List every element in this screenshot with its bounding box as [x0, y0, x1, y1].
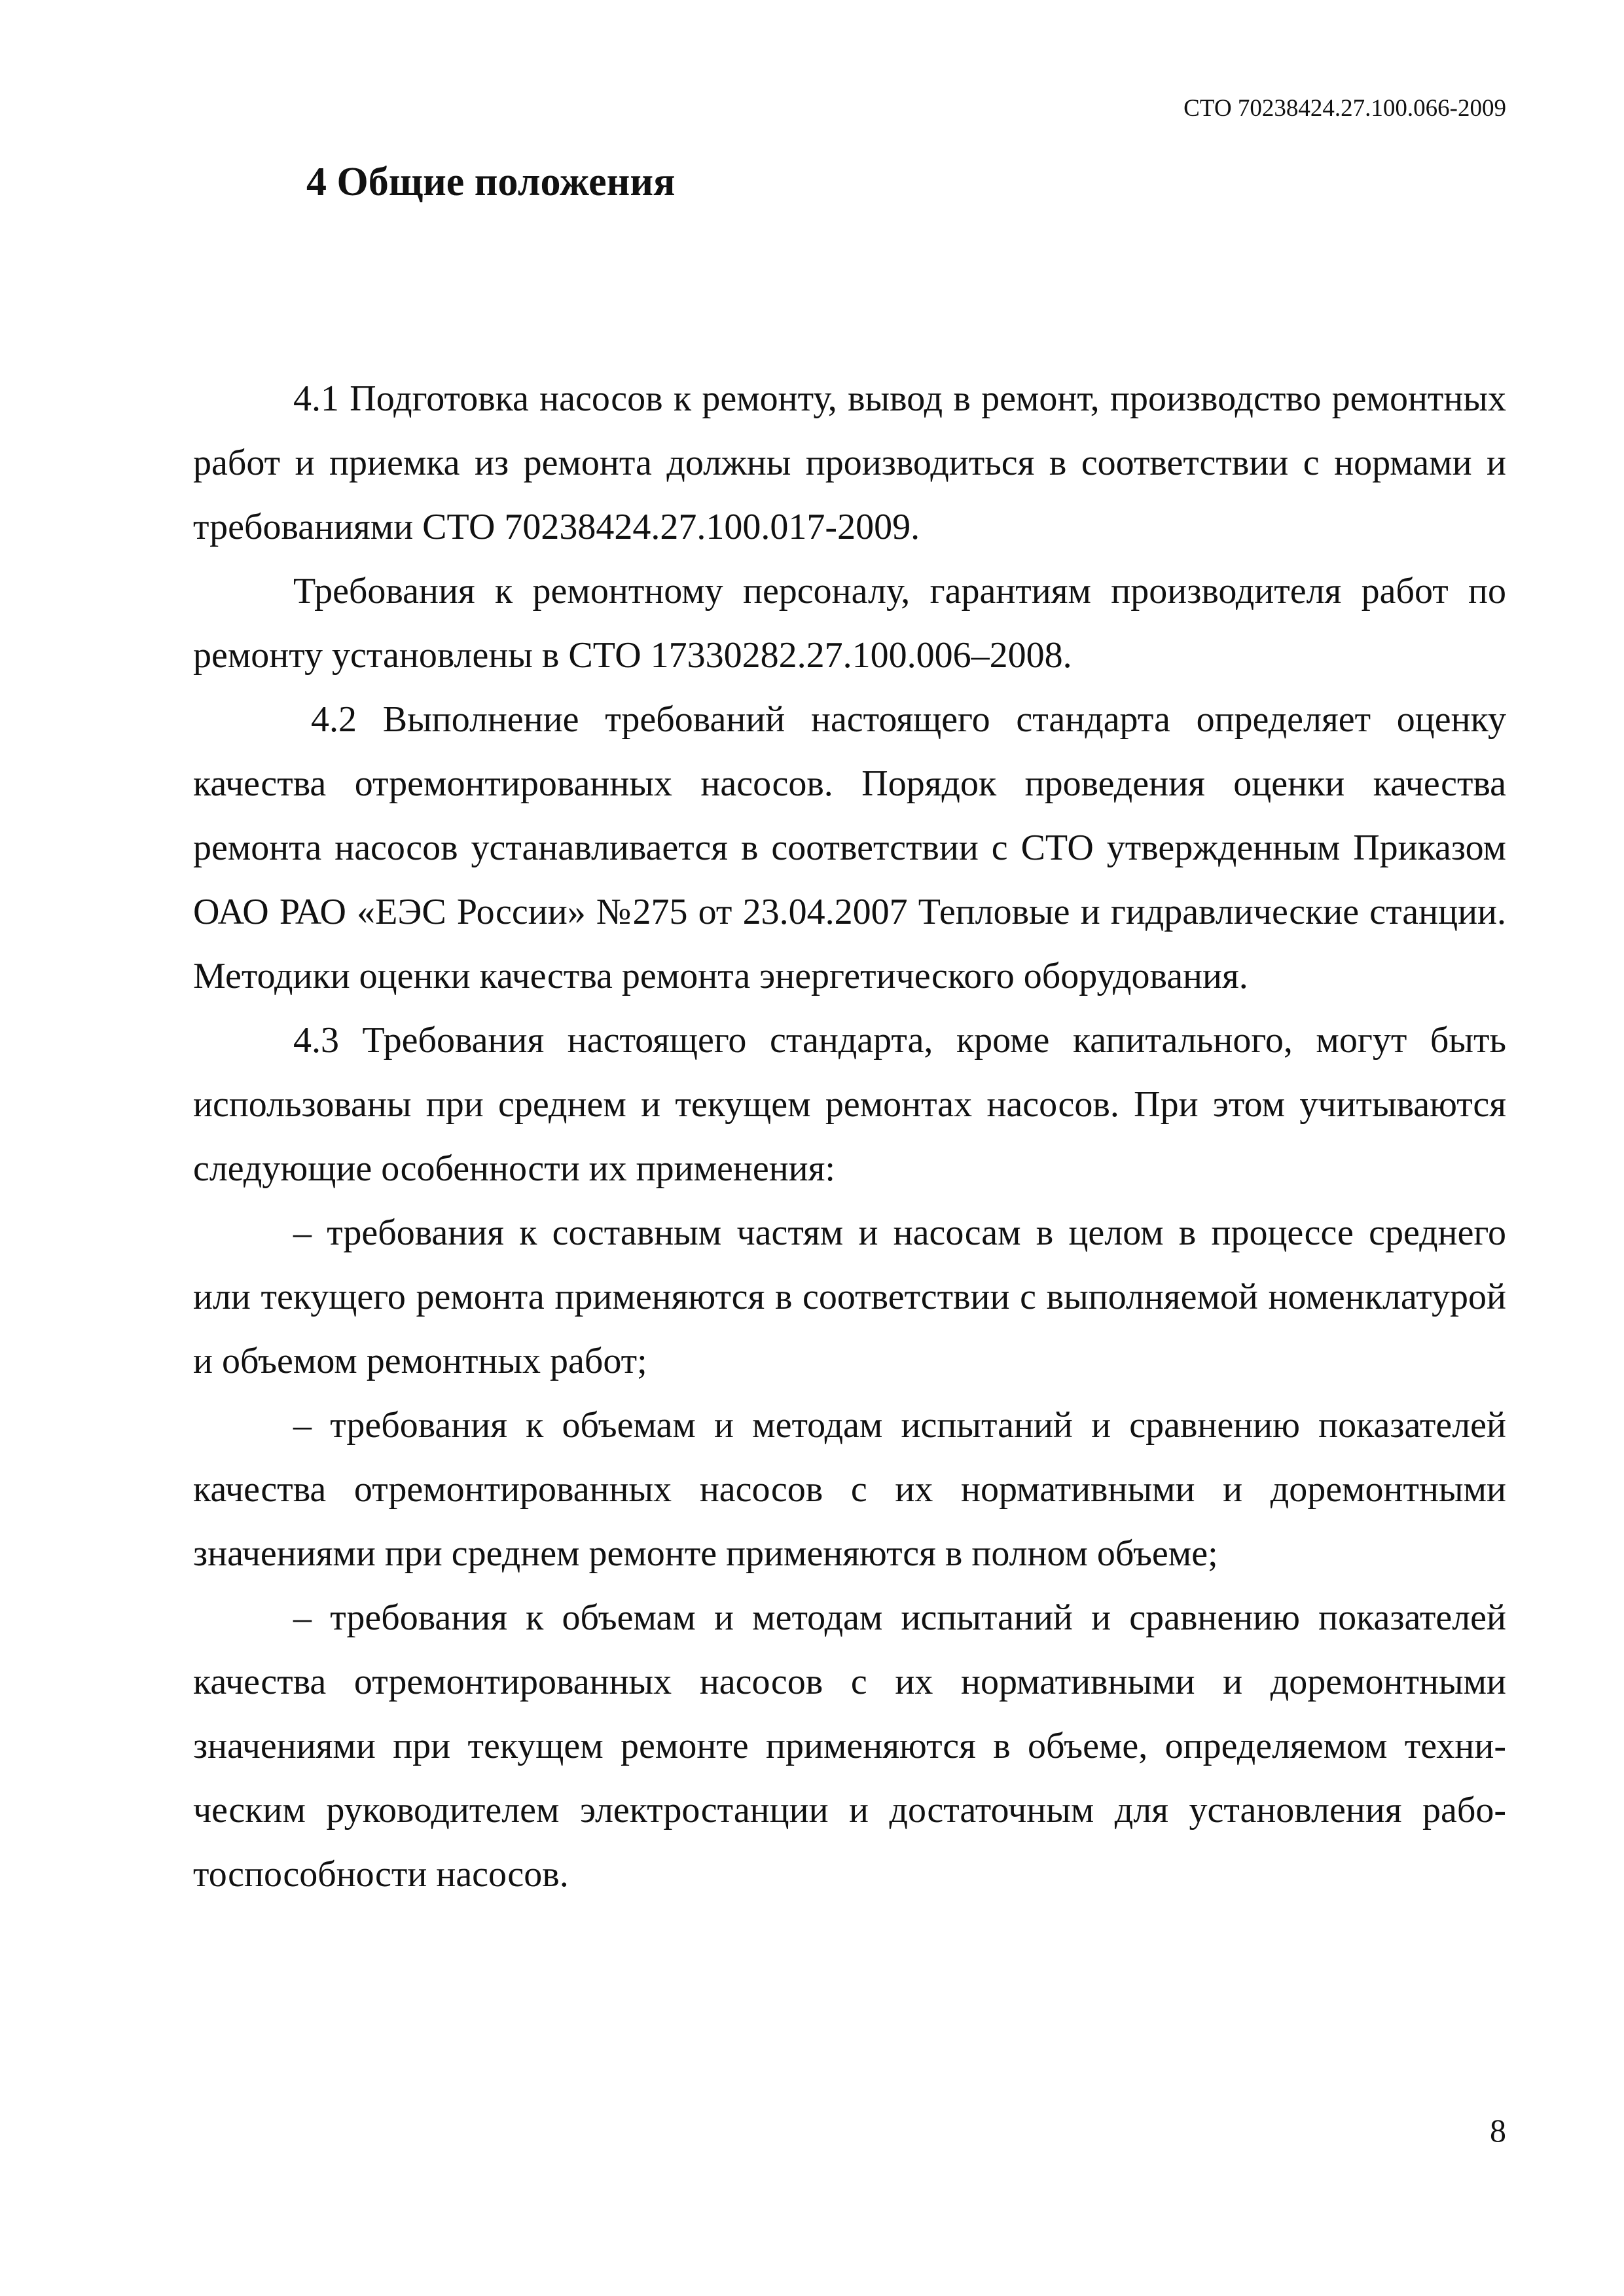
paragraph-personnel-requirements: Требования к ремонтному персоналу, гарантиям производителя работ по ремонту установлены в СТО 17330282.27.100.006–2008.: [193, 571, 1506, 676]
page-number: 8: [1490, 2112, 1506, 2149]
list-item-components: – требования к составным частям и насосам в целом в процессе среднего или текущего ремонта применяются в соответствии с выполняемой номенклатурой и объемом ремонтных работ;: [193, 1212, 1506, 1381]
paragraph-4-2: 4.2 Выполнение требований настоящего стандарта определяет оценку качества отремонтированных насосов. Порядок проведения оценки качества ремонта насосов устанавливается в соответствии с СТО утвержденным Приказом ОАО РАО «ЕЭС России» №275 от 23.04.2007 Тепловые и гидравлические станции. Методики оценки качества ремонта энергетического оборудования.: [193, 699, 1506, 996]
section-body: [193, 367, 1506, 1906]
paragraph-4-3: 4.3 Требования настоящего стандарта, кроме капитального, могут быть использованы при среднем и текущем ремонтах насосов. При этом учитываются следующие особенности их применения:: [193, 1020, 1506, 1189]
document-code-header: СТО 70238424.27.100.066-2009: [1183, 95, 1506, 122]
section-title: 4 Общие положения: [306, 160, 676, 204]
list-item-medium-repair-tests: – требования к объемам и методам испытаний и сравнению показателей качества отремонтированных насосов с их нормативными и доремонтными значениями при среднем ремонте применяются в полном объеме;: [193, 1405, 1506, 1574]
paragraph-4-1: 4.1 Подготовка насосов к ремонту, вывод в ремонт, производство ремонтных работ и приемка из ремонта должны производиться в соответствии с нормами и требованиями СТО 70238424.27.100.017-2009.: [193, 378, 1506, 547]
list-item-current-repair-tests: – требования к объемам и методам испытаний и сравнению показателей качества отремонтированных насосов с их нормативными и доремонтными значениями при текущем ремонте применяются в объеме, определяемом техническим руководителем электростанции и достаточным для установления работоспособности насосов.: [193, 1597, 1506, 1895]
